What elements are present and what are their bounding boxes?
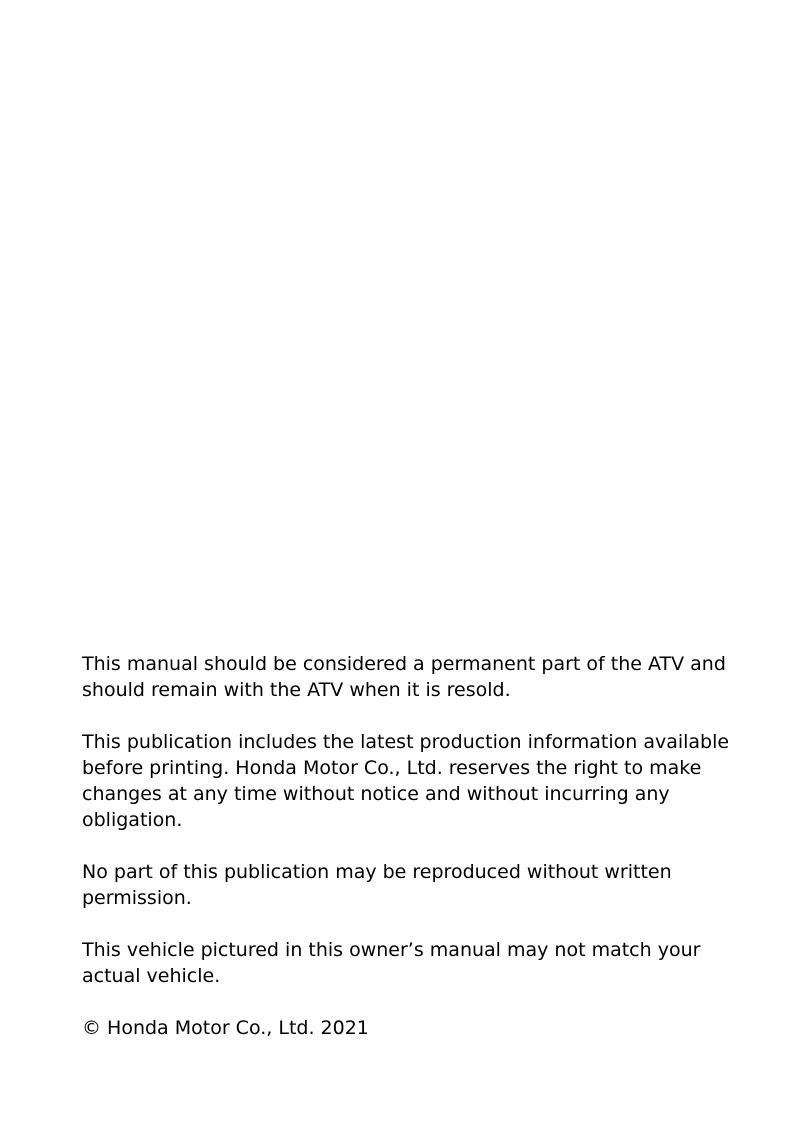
paragraph-publication-info: This publication includes the latest production information available before printing. Honda Motor Co., Ltd. reserves the right to make changes at any time without notice and without incurring any obligation. [82,731,730,831]
paragraph-vehicle-pictured: This vehicle pictured in this owner’s manual may not match your actual vehicle. [82,939,701,987]
paragraph-reproduction: No part of this publication may be reproduced without written permission. [82,861,672,909]
paragraph-permanent-part: This manual should be considered a permanent part of the ATV and should remain with the ATV when it is resold. [82,653,726,701]
copyright: © Honda Motor Co., Ltd. 2021 [82,1017,369,1039]
legal-notice [82,651,742,1041]
